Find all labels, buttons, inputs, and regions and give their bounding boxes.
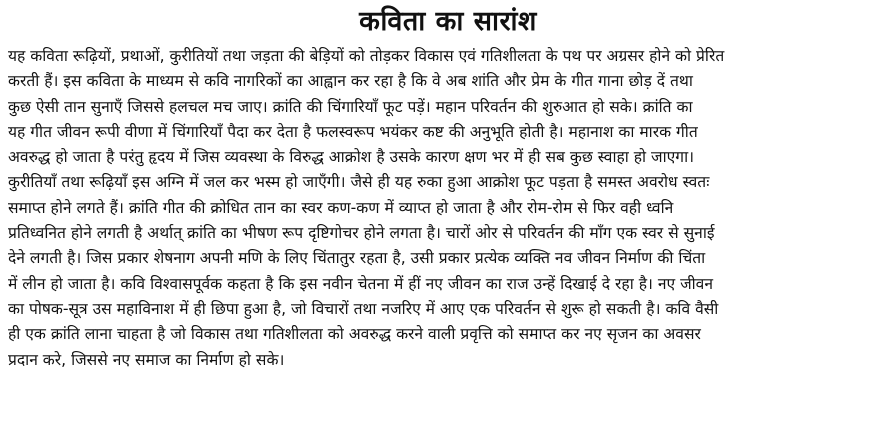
page-title: कविता का सारांश — [359, 6, 537, 37]
paragraph-line: यह कविता रूढ़ियों, प्रथाओं, कुरीतियों तथा जड़ता की बेड़ियों को तोड़कर विकास एवं गतिशीलता के पथ पर अग्रसर होने को प्रेरित — [8, 47, 725, 65]
paragraph-line: यह गीत जीवन रूपी वीणा में चिंगारियाँ पैदा कर देता है फलस्वरूप भयंकर कष्ट की अनुभूति होती है। महानाश का मारक गीत — [8, 122, 698, 141]
paragraph-line: का पोषक-सूत्र उस महाविनाश में ही छिपा हुआ है, जो विचारों तथा नजरिए में आए एक परिवर्तन से शुरू हो सकती है। कवि वैसी — [8, 299, 719, 318]
paragraph-line: ही एक क्रांति लाना चाहता है जो विकास तथा गतिशीलता को अवरुद्ध करने वाली प्रवृत्ति को समाप्त कर नए सृजन का अवसर — [8, 325, 701, 344]
paragraph-line: प्रदान करे, जिससे नए समाज का निर्माण हो सके। — [8, 350, 285, 369]
paragraph-line: कुछ ऐसी तान सुनाएँ जिससे हलचल मच जाए। क्रांति की चिंगारियाँ फूट पड़ें। महान परिवर्तन की शुरुआत हो सके। क्रांति का — [8, 97, 693, 116]
paragraph-line: कुरीतियाँ तथा रूढ़ियाँ इस अग्नि में जल कर भस्म हो जाएँगी। जैसे ही यह रुका हुआ आक्रोश फूट पड़ता है समस्त अवरोध स्वतः — [8, 173, 710, 192]
paragraph-line: प्रतिध्वनित होने लगती है अर्थात् क्रांति का भीषण रूप दृष्टिगोचर होने लगता है। चारों ओर से परिवर्तन की माँग एक स्वर से सुनाई — [8, 224, 715, 243]
summary-paragraph — [8, 44, 888, 373]
paragraph-line: देने लगती है। जिस प्रकार शेषनाग अपनी मणि के लिए चिंतातुर रहता है, उसी प्रकार प्रत्येक व्यक्ति नव जीवन निर्माण की चिंता — [8, 249, 706, 268]
paragraph-line: समाप्त होने लगते हैं। क्रांति गीत की क्रोधित तान का स्वर कण-कण में व्याप्त हो जाता है और रोम-रोम से फिर वही ध्वनि — [8, 198, 674, 217]
paragraph-line: अवरुद्ध हो जाता है परंतु हृदय में जिस व्यवस्था के विरुद्ध आक्रोश है उसके कारण क्षण भर में ही सब कुछ स्वाहा हो जाएगा। — [8, 148, 695, 167]
paragraph-line: करती हैं। इस कविता के माध्यम से कवि नागरिकों का आह्वान कर रहा है कि वे अब शांति और प्रेम के गीत गाना छोड़ दें तथा — [8, 72, 693, 91]
paragraph-line: में लीन हो जाता है। कवि विश्वासपूर्वक कहता है कि इस नवीन चेतना में हीं नए जीवन का राज उन्हें दिखाई दे रहा है। नए जीवन — [8, 274, 714, 293]
